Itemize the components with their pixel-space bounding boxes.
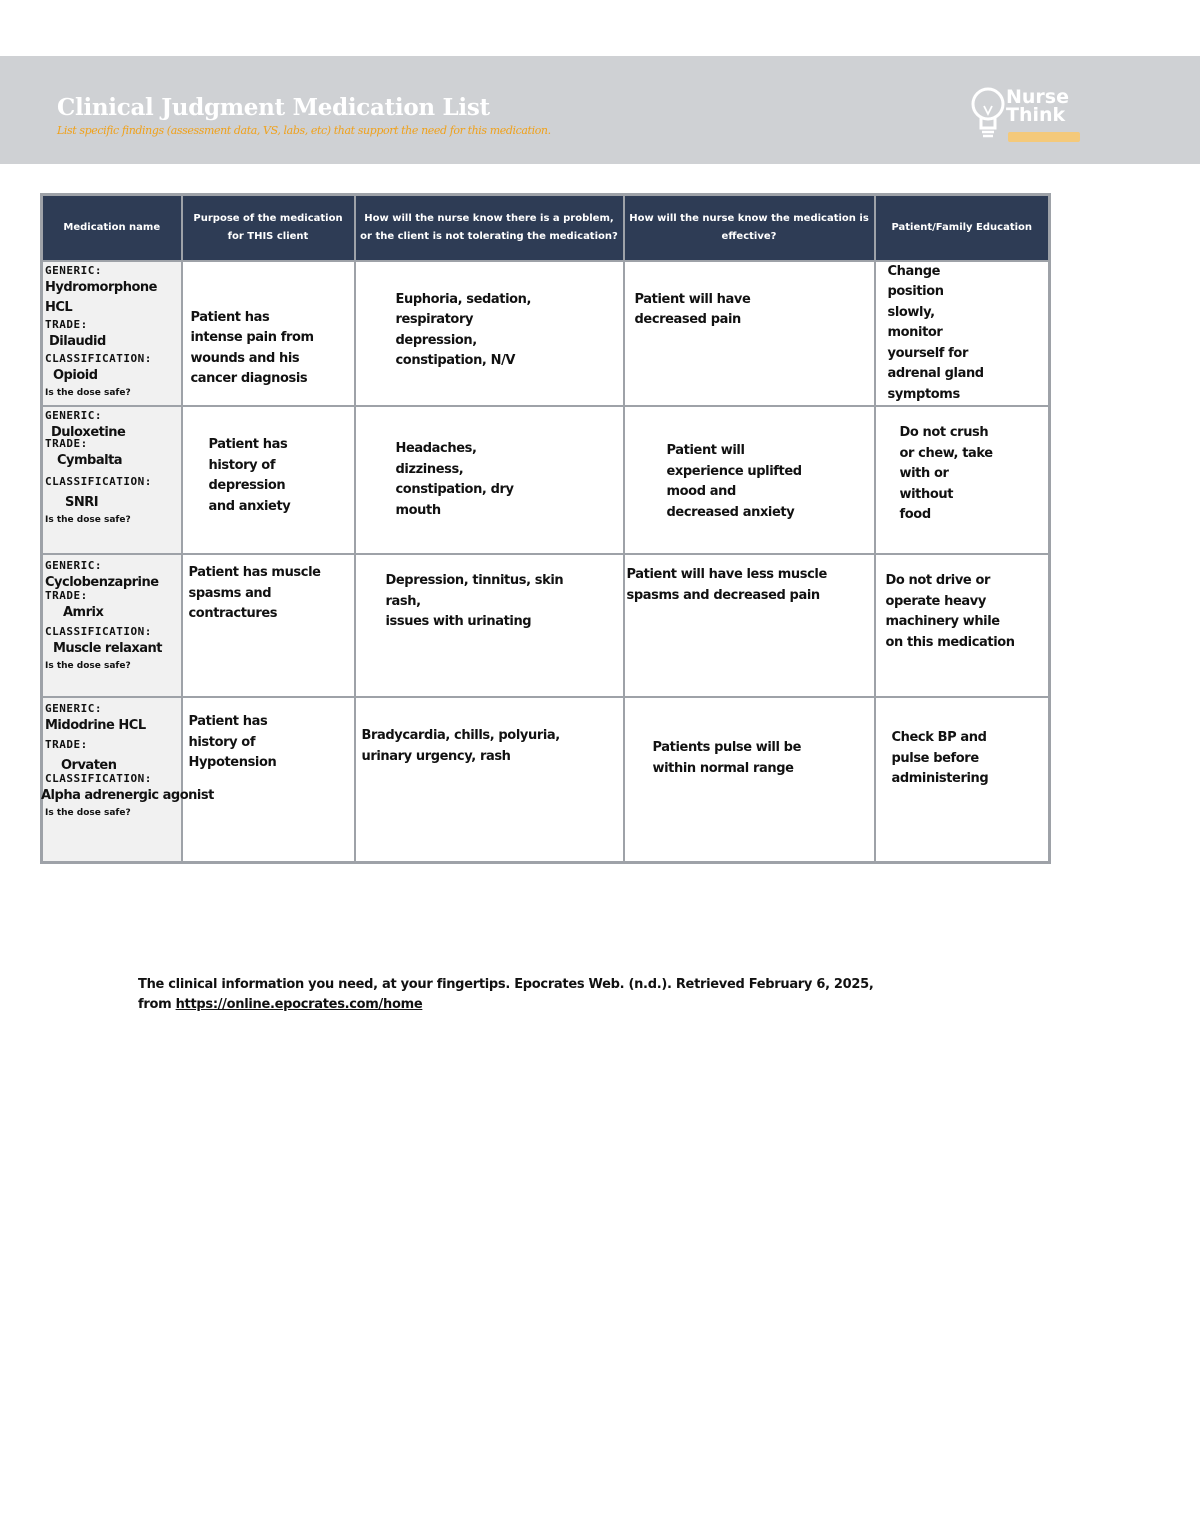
trade-label: TRADE: (45, 317, 88, 331)
nursethink-logo (968, 84, 1082, 144)
col-header-effective: How will the nurse know the medication is effective? (624, 195, 875, 261)
col-header-education: Patient/Family Education (875, 195, 1050, 261)
trade-value: Dilaudid (49, 333, 106, 349)
generic-value: Hydromorphone HCL (45, 279, 157, 315)
classification-label: CLASSIFICATION: (45, 351, 152, 365)
trade-label: TRADE: (45, 437, 88, 450)
purpose-cell: Patient has intense pain from wounds and his cancer diagnosis (182, 261, 355, 407)
trade-value: Cymbalta (57, 453, 123, 468)
education-cell: Check BP and pulse before administering (875, 697, 1050, 862)
generic-label: GENERIC: (45, 559, 102, 572)
generic-label: GENERIC: (45, 702, 102, 715)
generic-value: Cyclobenzaprine (45, 575, 159, 590)
classification-value: Muscle relaxant (53, 641, 163, 656)
citation-text: The clinical information you need, at your fingertips. Epocrates Web. (n.d.). Retrieved February 6, 2025, (138, 977, 874, 992)
logo-wordmark: Nurse Think (1006, 86, 1069, 126)
effective-cell: Patient will experience uplifted mood and decreased anxiety (624, 406, 875, 554)
header-banner (0, 56, 1200, 164)
trade-label: TRADE: (45, 738, 88, 751)
classification-label: CLASSIFICATION: (45, 475, 152, 488)
col-header-purpose: Purpose of the medication for THIS client (182, 195, 355, 261)
medication-name-cell (42, 554, 182, 697)
table-header-row (42, 195, 1050, 261)
col-header-problem: How will the nurse know there is a problem, or the client is not tolerating the medication? (355, 195, 624, 261)
problem-cell: Headaches, dizziness, constipation, dry mouth (355, 406, 624, 554)
dose-safe-label: Is the dose safe? (45, 661, 131, 671)
education-cell: Do not drive or operate heavy machinery while on this medication (875, 554, 1050, 697)
effective-cell: Patient will have less muscle spasms and decreased pain (624, 554, 875, 697)
medication-name-cell (41, 697, 214, 862)
effective-cell: Patients pulse will be within normal range (624, 697, 875, 862)
classification-label: CLASSIFICATION: (45, 625, 152, 638)
generic-value: Midodrine HCL (45, 718, 146, 733)
dose-safe-label: Is the dose safe? (45, 387, 131, 398)
education-cell: Do not crush or chew, take with or without food (875, 406, 1050, 554)
logo-tag (1008, 132, 1080, 142)
citation-link[interactable]: https://online.epocrates.com/home (175, 997, 423, 1012)
purpose-cell: Patient has history of Hypotension (182, 697, 355, 862)
problem-cell: Euphoria, sedation, respiratory depression, constipation, N/V (355, 261, 624, 407)
purpose-cell: Patient has muscle spasms and contractures (182, 554, 355, 697)
classification-value: Alpha adrenergic agonist (41, 788, 214, 803)
table-row (42, 554, 1050, 697)
generic-label: GENERIC: (45, 409, 102, 422)
trade-value: Amrix (63, 605, 104, 620)
medication-table (40, 193, 1051, 864)
medication-name-cell (42, 406, 182, 554)
lightbulb-icon (968, 84, 1008, 142)
problem-cell: Depression, tinnitus, skin rash, issues with urinating (355, 554, 624, 697)
classification-value: SNRI (65, 495, 99, 510)
table-row (42, 697, 1050, 862)
citation-from: from (138, 997, 172, 1012)
medication-name-cell (42, 261, 182, 407)
purpose-cell: Patient has history of depression and anxiety (182, 406, 355, 554)
effective-cell: Patient will have decreased pain (624, 261, 875, 407)
trade-value: Orvaten (61, 758, 117, 773)
page-title: Clinical Judgment Medication List (57, 94, 490, 121)
dose-safe-label: Is the dose safe? (45, 808, 131, 818)
classification-value: Opioid (53, 367, 98, 383)
citation-footer (138, 975, 998, 1015)
education-cell: Change position slowly, monitor yourself for adrenal gland symptoms (875, 261, 1050, 407)
page-subtitle: List specific findings (assessment data, VS, labs, etc) that support the need for this medication. (57, 124, 551, 137)
problem-cell: Bradycardia, chills, polyuria, urinary urgency, rash (355, 697, 624, 862)
trade-label: TRADE: (45, 589, 88, 602)
dose-safe-label: Is the dose safe? (45, 515, 131, 525)
table-row (42, 406, 1050, 554)
generic-label: GENERIC: (45, 263, 102, 277)
classification-label: CLASSIFICATION: (45, 772, 152, 785)
table-row (42, 261, 1050, 407)
col-header-medication-name: Medication name (42, 195, 182, 261)
generic-value: Duloxetine (51, 425, 126, 440)
